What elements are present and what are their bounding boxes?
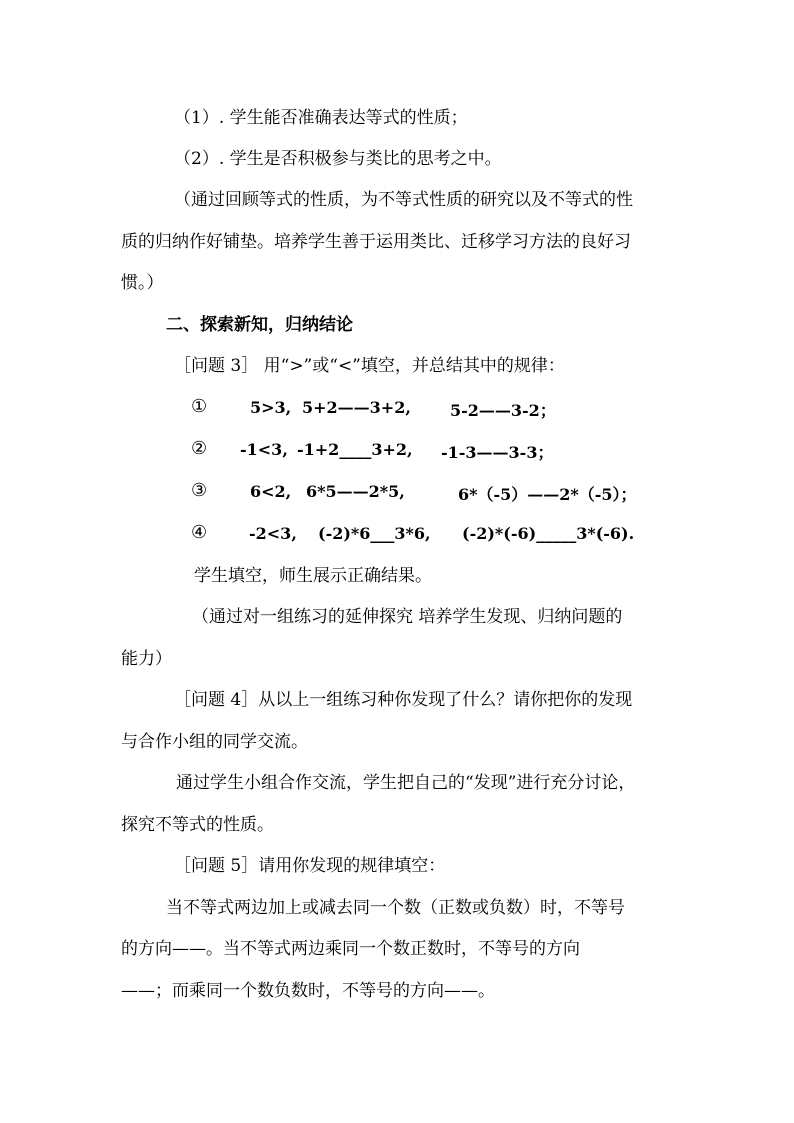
- fill-result: 学生填空，师生展示正确结果。: [194, 566, 432, 586]
- exercise-blank-1: 5+2——3+2,: [302, 398, 411, 417]
- exercise-blank-2: 6*（-5）——2*（-5）；: [458, 485, 637, 504]
- rule-line-3: ——；而乘同一个数负数时，不等号的方向——。: [121, 981, 495, 1001]
- criterion-2: （2）. 学生是否积极参与类比的思考之中。: [174, 149, 502, 169]
- exercise-number: ④: [191, 522, 208, 543]
- exercise-blank-2: -1-3——3-3；: [441, 443, 554, 462]
- exercise-premise: 5>3,: [250, 398, 292, 417]
- question-5: ［问题 5］请用你发现的规律填空：: [174, 856, 446, 876]
- rule-line-1: 当不等式两边加上或减去同一个数（正数或负数）时，不等号: [166, 898, 625, 918]
- exercise-number: ③: [191, 480, 208, 501]
- exercise-number: ②: [191, 438, 208, 459]
- exercise-blank-2: (-2)*(-6)_____3*(-6).: [462, 524, 635, 543]
- criterion-1: （1）. 学生能否准确表达等式的性质；: [174, 108, 468, 128]
- exercise-blank-1: -1+2____3+2,: [297, 440, 413, 459]
- question-4-line-2: 与合作小组的同学交流。: [121, 732, 308, 752]
- note-2-line-1: （通过对一组练习的延伸探究 培养学生发现、归纳问题的: [192, 607, 623, 627]
- exercise-premise: -2<3,: [249, 524, 297, 543]
- note-line-1: （通过回顾等式的性质，为不等式性质的研究以及不等式的性: [174, 190, 633, 210]
- exercise-number: ①: [191, 396, 208, 417]
- note-2-line-2: 能力）: [121, 649, 172, 669]
- exercise-premise: 6<2,: [250, 482, 292, 501]
- paragraph-line-2: 探究不等式的性质。: [121, 815, 274, 835]
- rule-line-2: 的方向——。当不等式两边乘同一个数正数时，不等号的方向: [121, 939, 580, 959]
- note-line-2: 质的归纳作好铺垫。培养学生善于运用类比、迁移学习方法的良好习: [121, 232, 631, 252]
- question-4-line-1: ［问题 4］从以上一组练习种你发现了什么？请你把你的发现: [174, 690, 633, 710]
- section-heading: 二、探索新知，归纳结论: [166, 315, 353, 335]
- exercise-blank-1: 6*5——2*5,: [306, 482, 405, 501]
- paragraph-line-1: 通过学生小组合作交流，学生把自己的“发现”进行充分讨论，: [176, 773, 636, 793]
- exercise-premise: -1<3,: [240, 440, 288, 459]
- question-3: ［问题 3］ 用“>”或“<”填空，并总结其中的规律：: [174, 356, 565, 376]
- exercise-blank-2: 5-2——3-2；: [450, 401, 556, 420]
- exercise-blank-1: (-2)*6___3*6,: [318, 524, 431, 543]
- note-line-3: 惯。）: [121, 273, 164, 293]
